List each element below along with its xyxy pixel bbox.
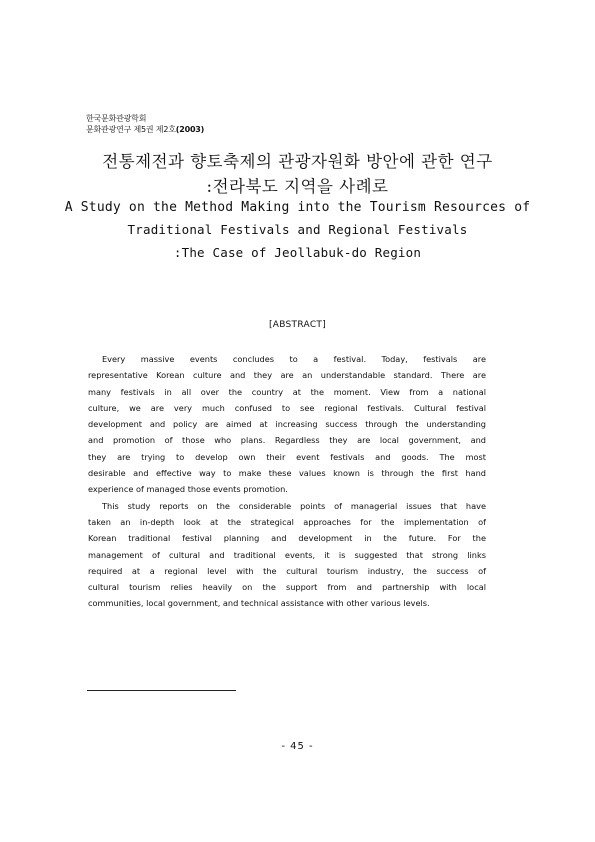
abstract-line: Korean traditional festival planning and development in the future. For the [88,533,486,544]
english-title-line-2: Traditional Festivals and Regional Festivals [127,222,468,237]
abstract-line: management of cultural and traditional events, it is suggested that strong links [88,549,486,560]
english-title-line-3: :The Case of Jeollabuk-do Region [173,245,422,260]
abstract-line: desirable and effective way to make these values known is through the first hand [88,468,486,479]
journal-issue [86,124,204,135]
abstract-line: and promotion of those who plans. Regardless they are local government, and [88,435,486,446]
abstract-line: This study reports on the considerable points of managerial issues that have [102,500,486,511]
abstract-line: experience of managed those events promotion. [88,484,288,495]
journal-info [86,113,204,135]
abstract-body [88,351,486,612]
korean-title-line-2: :전라북도 지역을 사례로 [206,177,389,196]
society-name: 한국문화관광학회 [86,114,147,123]
abstract-line: culture, we are very much confused to see regional festivals. Cultural festival [88,402,486,413]
korean-title-line-1: 전통제전과 향토축제의 관광자원화 방안에 관한 연구 [102,152,493,171]
abstract-line: required at a regional level with the cultural tourism industry, the success of [88,565,486,576]
footnote-divider [87,690,236,691]
abstract-line: many festivals in all over the country at the moment. View from a national [88,386,486,397]
abstract-line: development and policy are aimed at increasing success through the understanding [88,419,486,430]
journal-volume: 문화관광연구 제5권 제2호 [86,125,176,134]
abstract-line: cultural tourism relies heavily on the support from and partnership with local [88,582,486,593]
abstract-line: representative Korean culture and they are an understandable standard. There are [88,370,486,381]
abstract-heading: [ABSTRACT] [268,320,327,330]
page-number: - 45 - [281,741,314,752]
journal-year: (2003) [175,125,205,134]
abstract-line: communities, local government, and technical assistance with other various levels. [88,598,430,609]
abstract-line: they are trying to develop own their event festivals and goods. The most [88,451,486,462]
abstract-line: Every massive events concludes to a festival. Today, festivals are [102,354,486,364]
english-title-line-1: A Study on the Method Making into the Tourism Resources of [64,200,531,215]
abstract-line: taken an in-depth look at the strategical approaches for the implementation of [88,516,486,527]
